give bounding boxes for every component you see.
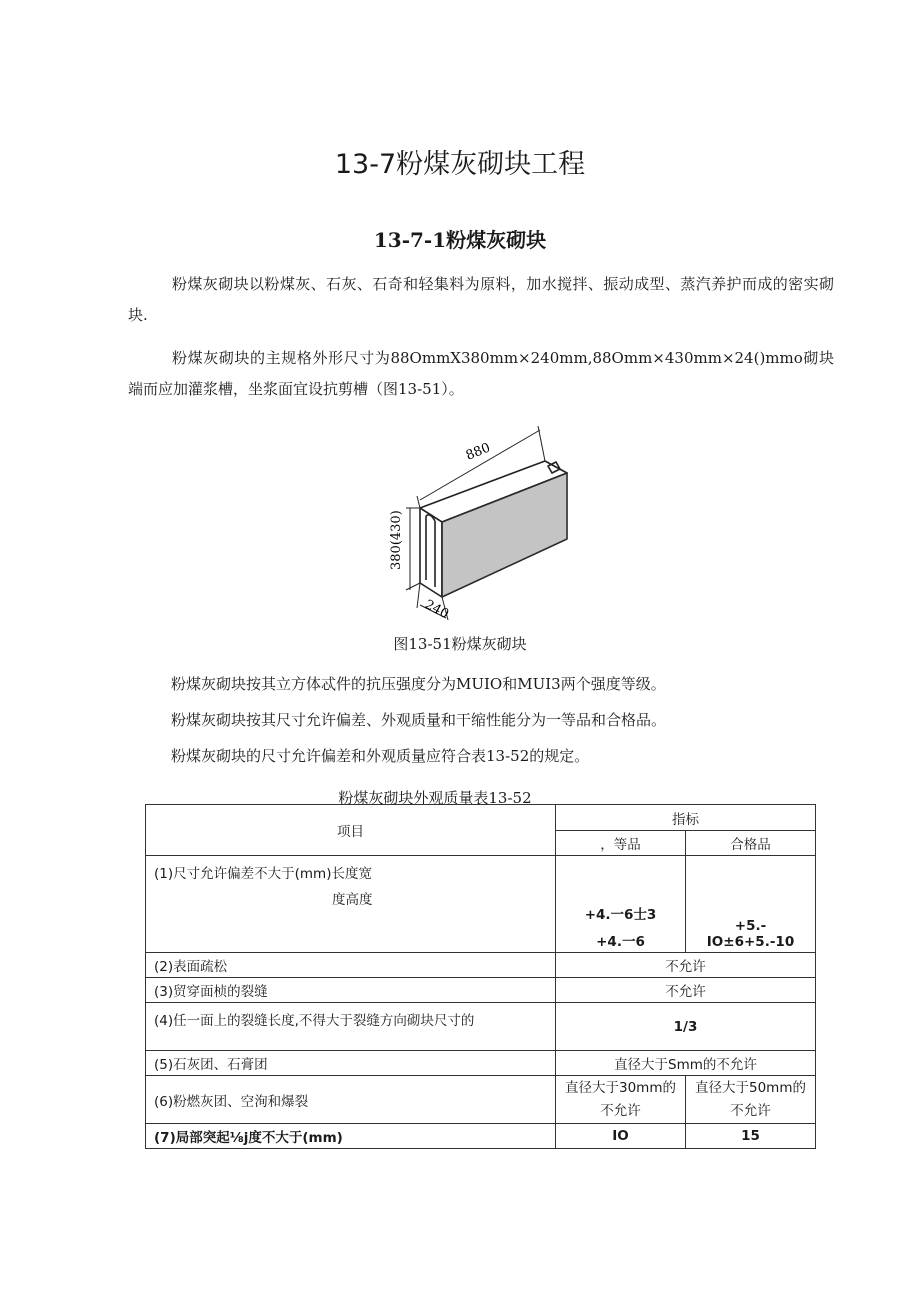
- table-row: [146, 1051, 816, 1076]
- row-label: (5)石灰团、石膏团: [146, 1051, 556, 1076]
- row-label: (1)尺寸允许偏差不大于(mm)长度宽: [154, 866, 372, 882]
- header-item: 项目: [146, 805, 556, 856]
- row-value: 1/3: [556, 1003, 816, 1051]
- row-value: 不允许: [556, 978, 816, 1003]
- table-row: [146, 1124, 816, 1149]
- figure-caption: 图13-51粉煤灰砌块: [393, 635, 527, 653]
- row-value: 不允许: [556, 953, 816, 978]
- table-caption: 粉煤灰砌块外观质量表13-52: [338, 789, 532, 807]
- paragraph-strength: 粉煤灰砌块按其立方体忒件的抗压强度分为MUIO和MUI3两个强度等级。: [171, 675, 666, 693]
- paragraph-materials: 粉煤灰砌块以粉煤灰、石灰、石奇和轻集料为原料，加水搅拌、振动成型、蒸汽养护而成的密实砌块.: [128, 275, 834, 324]
- height-label: 380(430): [389, 510, 404, 570]
- table-row: [146, 978, 816, 1003]
- header-qualified: 合格品: [686, 831, 816, 856]
- row-value: 直径大于30mm的不允许: [556, 1076, 686, 1124]
- paragraph-requirements: 粉煤灰砌块的尺寸允许偏差和外观质量应符合表13-52的规定。: [171, 747, 590, 765]
- row-label: (2)表面疏松: [146, 953, 556, 978]
- row-label: (7)局部突起⅛j度不大于(mm): [146, 1124, 556, 1149]
- block-diagram: [380, 420, 580, 625]
- row-value: 直径大于Smm的不允许: [556, 1051, 816, 1076]
- row-label: (6)粉燃灰团、空洵和爆裂: [146, 1076, 556, 1124]
- row-value: 直径大于50mm的不允许: [686, 1076, 816, 1124]
- paragraph-dimensions: 粉煤灰砌块的主规格外形尺寸为88OmmX380mm×240mm,88Omm×430mm×24()mmo砌块端而应加灌浆槽，坐浆面宜设抗剪槽（图13-51）。: [128, 349, 834, 398]
- row-value: IO: [556, 1124, 686, 1149]
- row-value: +5.-IO±6+5.-10: [686, 856, 816, 953]
- header-first-grade: ，等品: [556, 831, 686, 856]
- grout-groove: [426, 515, 435, 587]
- block-end-face: [420, 508, 442, 597]
- width-label: 240: [422, 597, 452, 623]
- row-label: (4)任一面上的裂缝长度,不得大于裂缝方向砌块尺寸的: [146, 1003, 556, 1051]
- table-row: [146, 856, 816, 953]
- page-title: 13-7粉煤灰砌块工程: [334, 149, 586, 180]
- length-label: 880: [463, 440, 493, 464]
- row-value: +4.一6士3: [584, 907, 657, 923]
- section-title: 13-7-1粉煤灰砌块: [373, 228, 547, 252]
- row-label: (3)贸穿面桢的裂缝: [146, 978, 556, 1003]
- row-label-cont: 度高度: [332, 892, 373, 908]
- row-value: 15: [686, 1124, 816, 1149]
- table-row: [146, 1076, 816, 1124]
- row-value: +4.一6: [596, 934, 645, 950]
- table-row: [146, 1003, 816, 1051]
- paragraph-grades: 粉煤灰砌块按其尺寸允许偏差、外观质量和干缩性能分为一等品和合格品。: [171, 711, 667, 729]
- quality-table: [145, 804, 816, 1149]
- header-index: 指标: [556, 805, 816, 831]
- table-row: [146, 953, 816, 978]
